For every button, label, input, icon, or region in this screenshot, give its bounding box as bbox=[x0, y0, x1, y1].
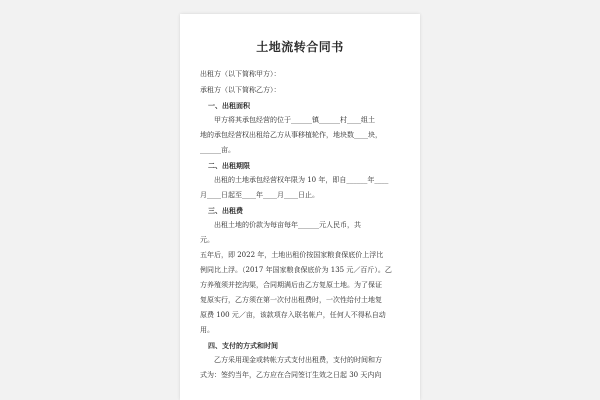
body-line: 月____日起至____年____月____日止。 bbox=[200, 191, 319, 199]
body-line: 式为：签约当年，乙方应在合同签订生效之日起 30 天内向 bbox=[200, 371, 382, 379]
section-heading: 二、出租期限 bbox=[208, 162, 250, 170]
body-line: 甲方将其承包经营的位于______镇______村____组土 bbox=[214, 116, 375, 124]
body-line: 地的承包经营权出租给乙方从事移植轮作，地块数____块， bbox=[200, 131, 382, 139]
document-page bbox=[180, 14, 420, 400]
body-line: ______亩。 bbox=[200, 146, 235, 154]
document-title: 土地流转合同书 bbox=[256, 40, 344, 54]
body-line: 五年后，即 2022 年，土地出租价按国家粮食保底价上浮比 bbox=[200, 251, 384, 259]
body-line: 出租的土地承包经营权年限为 10 年，即自______年____ bbox=[214, 176, 389, 184]
section-heading: 三、出租费 bbox=[208, 207, 243, 215]
body-line: 例同比上浮。（2017 年国家粮食保底价为 135 元／百斤）。乙 bbox=[200, 266, 392, 274]
body-line: 方养殖须并挖沟渠，合同期满后由乙方复原土地。为了保证 bbox=[200, 281, 382, 289]
body-line: 出租土地的价款为每亩每年______元人民币，共 bbox=[214, 221, 361, 229]
section-heading: 一、出租面积 bbox=[208, 102, 250, 110]
section-heading: 四、支付的方式和时间 bbox=[208, 342, 278, 350]
body-line: 复原实行，乙方须在第一次付出租费时，一次性给付土地复 bbox=[200, 296, 382, 304]
body-line: 元。 bbox=[200, 236, 214, 244]
body-line: 乙方采用现金或转帐方式支付出租费，支付的时间和方 bbox=[214, 356, 382, 364]
party-b-line: 承租方（以下简称乙方）： bbox=[200, 86, 281, 94]
body-line: 用。 bbox=[200, 326, 214, 334]
party-a-line: 出租方（以下简称甲方）： bbox=[200, 70, 281, 78]
body-line: 原费 100 元／亩，该款项存入联名帐户，任何人不得私自动 bbox=[200, 311, 386, 319]
